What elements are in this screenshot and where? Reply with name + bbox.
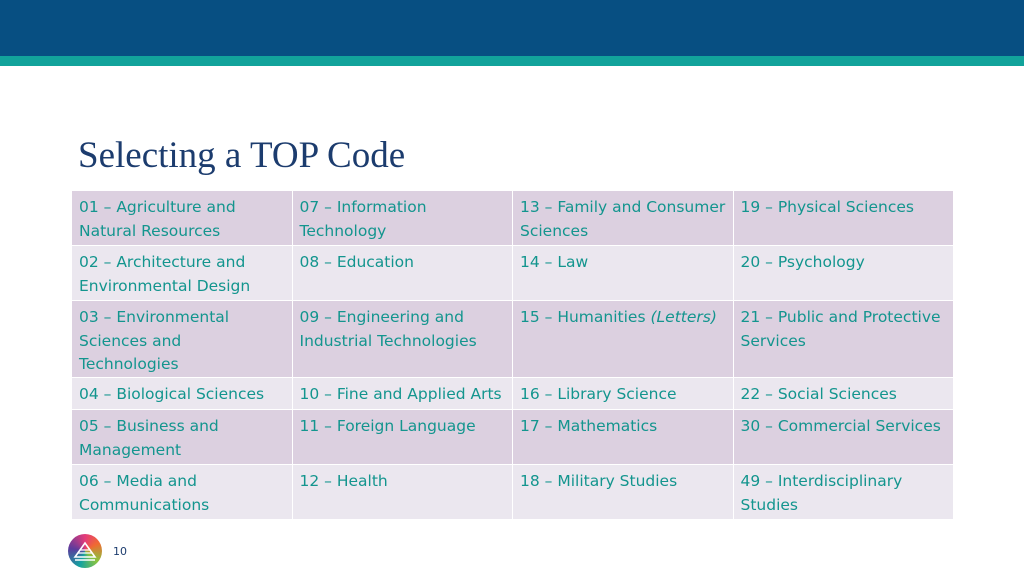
table-cell: 30 – Commercial Services [733,410,954,465]
college-logo-icon [68,534,102,568]
table-cell: 12 – Health [292,465,513,520]
header-bar [0,0,1024,56]
table-cell [513,301,734,378]
table-cell: 17 – Mathematics [513,410,734,465]
table-cell: 04 – Biological Sciences [72,378,293,410]
table-row [72,410,954,465]
table-row [72,465,954,520]
table-cell: 07 – Information Technology [292,191,513,246]
humanities-label: 15 – Humanities [520,308,646,326]
table-cell: 18 – Military Studies [513,465,734,520]
table-cell: 20 – Psychology [733,246,954,301]
table-cell: 01 – Agriculture and Natural Resources [72,191,293,246]
accent-stripe [0,56,1024,66]
table-cell: 08 – Education [292,246,513,301]
table-cell: 10 – Fine and Applied Arts [292,378,513,410]
slide-title: Selecting a TOP Code [78,135,406,176]
table-cell: 13 – Family and Consumer Sciences [513,191,734,246]
table-cell: 49 – Interdisciplinary Studies [733,465,954,520]
page-number: 10 [113,545,127,558]
humanities-note: (Letters) [650,308,717,326]
table-cell: 22 – Social Sciences [733,378,954,410]
table-cell: 05 – Business and Management [72,410,293,465]
table-cell: 06 – Media and Communications [72,465,293,520]
table-cell: 21 – Public and Protective Services [733,301,954,378]
table-cell: 11 – Foreign Language [292,410,513,465]
table-cell: 02 – Architecture and Environmental Design [72,246,293,301]
table-cell: 19 – Physical Sciences [733,191,954,246]
table-cell: 14 – Law [513,246,734,301]
table-cell: 16 – Library Science [513,378,734,410]
table-row [72,301,954,378]
table-row [72,246,954,301]
table-row [72,378,954,410]
table-cell: 09 – Engineering and Industrial Technologies [292,301,513,378]
table-row [72,191,954,246]
table-cell: 03 – Environmental Sciences and Technologies [72,301,293,378]
top-code-table [71,190,954,520]
